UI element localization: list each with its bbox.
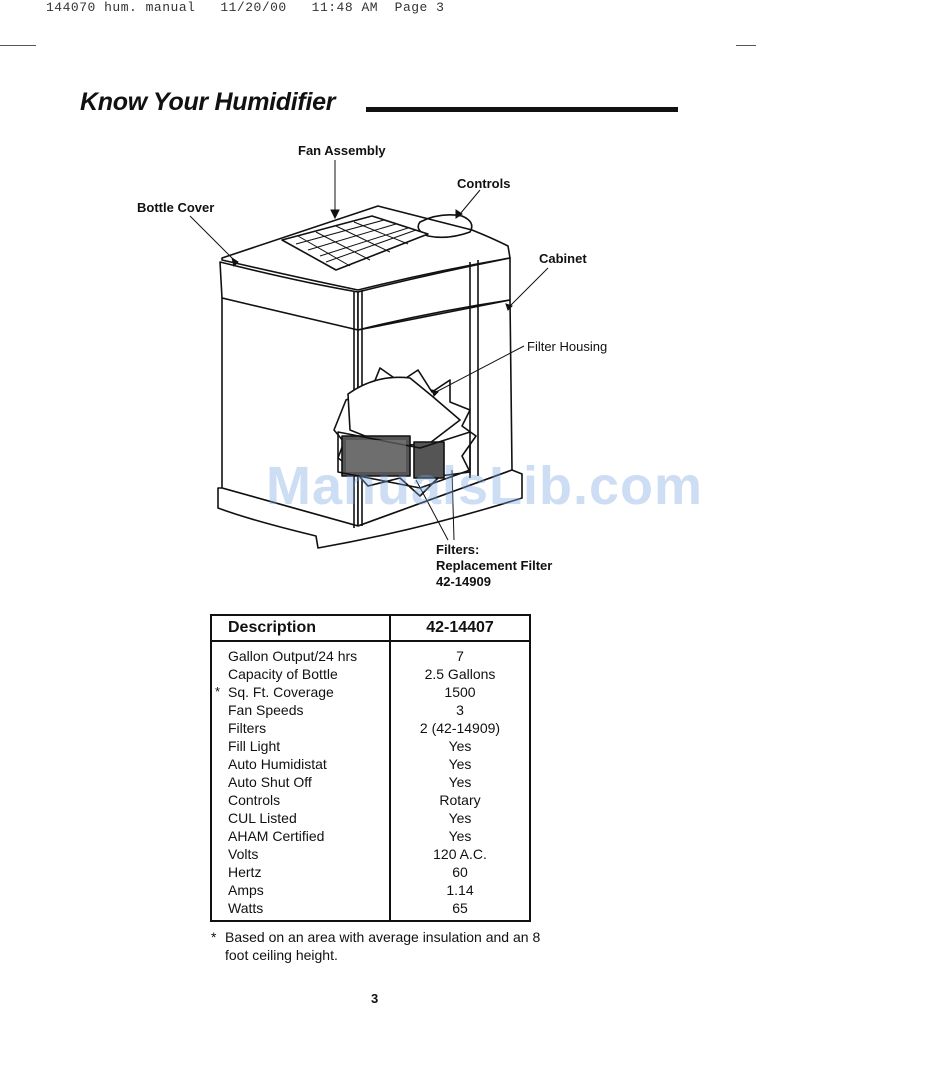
spec-label bbox=[211, 701, 390, 719]
spec-label-text: CUL Listed bbox=[228, 810, 297, 826]
spec-label bbox=[211, 641, 390, 665]
spec-value: 1500 bbox=[390, 683, 530, 701]
spec-label-text: Fan Speeds bbox=[228, 702, 304, 718]
table-row bbox=[211, 641, 530, 665]
table-row bbox=[211, 809, 530, 827]
specs-header-row bbox=[211, 615, 530, 641]
leader-bottle-cover bbox=[190, 216, 236, 262]
table-row bbox=[211, 899, 530, 921]
spec-label bbox=[211, 665, 390, 683]
label-cabinet: Cabinet bbox=[539, 251, 587, 266]
footnote-asterisk: * bbox=[215, 684, 221, 699]
table-row bbox=[211, 773, 530, 791]
spec-label-text: AHAM Certified bbox=[228, 828, 325, 844]
table-row bbox=[211, 719, 530, 737]
spec-label bbox=[211, 755, 390, 773]
spec-label-text: Capacity of Bottle bbox=[228, 666, 338, 682]
watermark: ManualsLib.com bbox=[266, 456, 704, 516]
table-row bbox=[211, 755, 530, 773]
spec-label-text: Gallon Output/24 hrs bbox=[228, 648, 358, 664]
spec-label-text: Sq. Ft. Coverage bbox=[228, 684, 334, 700]
label-fan-assembly: Fan Assembly bbox=[298, 143, 386, 158]
specs-header-description: Description bbox=[211, 615, 390, 641]
page-number: 3 bbox=[371, 991, 379, 1006]
table-row bbox=[211, 863, 530, 881]
table-row bbox=[211, 881, 530, 899]
label-replacement-filter: Replacement Filter bbox=[436, 558, 553, 573]
table-row bbox=[211, 827, 530, 845]
spec-label bbox=[211, 827, 390, 845]
spec-label bbox=[211, 809, 390, 827]
spec-value: 3 bbox=[390, 701, 530, 719]
spec-label bbox=[211, 791, 390, 809]
spec-value: Yes bbox=[390, 755, 530, 773]
specs-header-model: 42-14407 bbox=[390, 615, 530, 641]
spec-label bbox=[211, 683, 390, 701]
print-slug: 144070 hum. manual 11/20/00 11:48 AM Page 3 bbox=[46, 0, 445, 15]
spec-value: Yes bbox=[390, 737, 530, 755]
spec-label bbox=[211, 719, 390, 737]
spec-label-text: Watts bbox=[228, 900, 264, 916]
label-filters: Filters: bbox=[436, 542, 480, 557]
spec-label bbox=[211, 845, 390, 863]
spec-value: Yes bbox=[390, 827, 530, 845]
spec-label-text: Auto Humidistat bbox=[228, 756, 327, 772]
label-filter-housing: Filter Housing bbox=[527, 339, 608, 354]
label-controls: Controls bbox=[457, 176, 511, 191]
leader-arrow bbox=[331, 210, 339, 218]
table-row bbox=[211, 665, 530, 683]
table-row bbox=[211, 791, 530, 809]
spec-value: 7 bbox=[390, 641, 530, 665]
table-row bbox=[211, 683, 530, 701]
spec-label-text: Amps bbox=[228, 882, 264, 898]
spec-label bbox=[211, 737, 390, 755]
label-filter-part-number: 42-14909 bbox=[436, 574, 491, 589]
specs-table bbox=[210, 614, 531, 922]
spec-value: Yes bbox=[390, 809, 530, 827]
spec-label-text: Fill Light bbox=[228, 738, 281, 754]
spec-value: 65 bbox=[390, 899, 530, 921]
page-title: Know Your Humidifier bbox=[80, 88, 336, 116]
footnote-mark: * bbox=[211, 929, 217, 945]
spec-label bbox=[211, 899, 390, 921]
table-row bbox=[211, 845, 530, 863]
leader-controls bbox=[460, 190, 480, 214]
spec-value: 1.14 bbox=[390, 881, 530, 899]
spec-label-text: Auto Shut Off bbox=[228, 774, 312, 790]
table-row bbox=[211, 737, 530, 755]
footnote-text: Based on an area with average insulation and an 8 foot ceiling height. bbox=[225, 929, 541, 963]
spec-label bbox=[211, 773, 390, 791]
footnote bbox=[211, 928, 545, 964]
spec-label-text: Hertz bbox=[228, 864, 262, 880]
spec-label-text: Filters bbox=[228, 720, 267, 736]
spec-value: Yes bbox=[390, 773, 530, 791]
spec-label-text: Volts bbox=[228, 846, 259, 862]
spec-value: 2.5 Gallons bbox=[390, 665, 530, 683]
specs-body bbox=[211, 641, 530, 921]
spec-value: 60 bbox=[390, 863, 530, 881]
spec-label bbox=[211, 881, 390, 899]
label-bottle-cover: Bottle Cover bbox=[137, 200, 215, 215]
table-row bbox=[211, 701, 530, 719]
leader-cabinet bbox=[510, 268, 548, 306]
spec-value: 120 A.C. bbox=[390, 845, 530, 863]
spec-label-text: Controls bbox=[228, 792, 281, 808]
spec-value: Rotary bbox=[390, 791, 530, 809]
spec-value: 2 (42-14909) bbox=[390, 719, 530, 737]
spec-label bbox=[211, 863, 390, 881]
leader-arrow bbox=[456, 210, 462, 218]
